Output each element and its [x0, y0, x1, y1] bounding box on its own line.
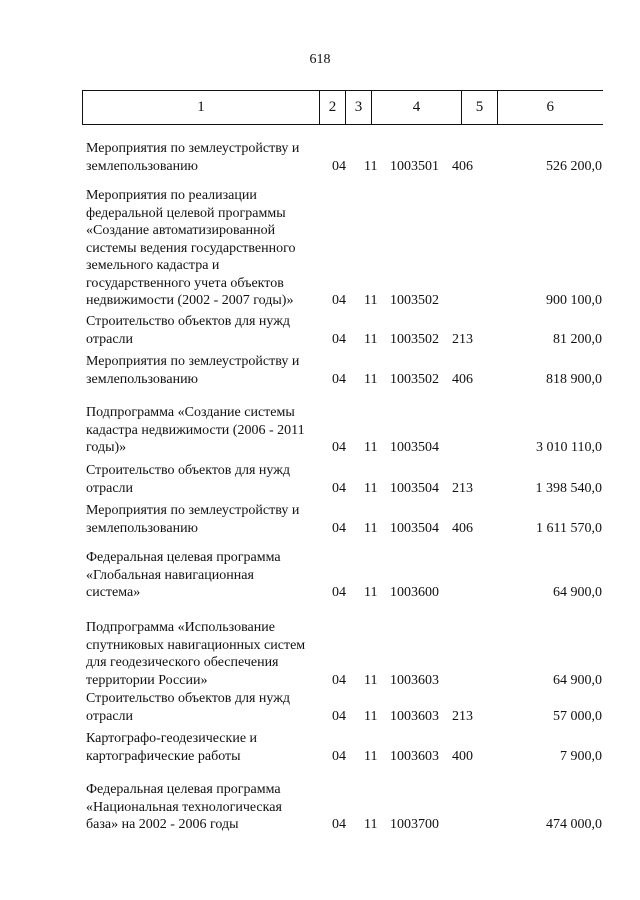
amount-value: 1 398 540,0: [535, 480, 602, 496]
amount-value: 900 100,0: [546, 293, 602, 308]
amount-value: 64 900,0: [553, 672, 602, 688]
row-name-line: отрасли: [86, 480, 134, 496]
row-name-line: землепользованию: [86, 158, 199, 174]
row-name-line: Федеральная целевая программа: [86, 550, 281, 565]
row-name-line: Федеральная целевая программа: [86, 782, 281, 797]
column-header-4: 4: [372, 91, 462, 125]
table-row: [0, 187, 640, 310]
row-name-line: недвижимости (2002 - 2007 годы)»: [86, 293, 294, 308]
row-name-line: Мероприятия по реализации: [86, 188, 257, 203]
row-name-line: «Национальная технологическая: [86, 799, 282, 815]
row-name-line: Мероприятия по землеустройству и: [86, 503, 300, 518]
target-item-code: 1003603: [390, 708, 439, 724]
row-name: [86, 140, 326, 175]
row-name: [86, 313, 326, 348]
section-code: 04: [332, 371, 346, 387]
column-header-1: 1: [83, 91, 320, 125]
target-item-code: 1003504: [390, 480, 439, 496]
subsection-code: 11: [364, 708, 378, 724]
amount-value: 474 000,0: [546, 817, 602, 832]
amount-value: 64 900,0: [553, 585, 602, 600]
amount-value: 1 611 570,0: [536, 520, 602, 536]
row-name-line: «Глобальная навигационная: [86, 567, 254, 583]
amount-value: 81 200,0: [553, 331, 602, 347]
table-row: [0, 140, 640, 175]
row-name-line: государственного учета объектов: [86, 275, 284, 291]
row-name-line: картографические работы: [86, 748, 241, 764]
table-row: [0, 502, 640, 537]
row-name-line: отрасли: [86, 708, 134, 724]
amount-value: 3 010 110,0: [536, 440, 602, 455]
target-item-code: 1003504: [390, 440, 439, 455]
row-name-line: Подпрограмма «Использование: [86, 620, 275, 635]
row-name-line: Строительство объектов для нужд: [86, 691, 291, 706]
section-code: 04: [332, 748, 346, 764]
target-item-code: 1003504: [390, 520, 439, 536]
row-name-line: территории России»: [86, 672, 208, 688]
table-row: [0, 781, 640, 834]
row-name-line: земельного кадастра и: [86, 258, 220, 273]
table-row: [0, 549, 640, 602]
subsection-code: 11: [364, 440, 378, 455]
subsection-code: 11: [364, 331, 378, 347]
section-code: 04: [332, 293, 346, 308]
row-name-line: база» на 2002 - 2006 годы: [86, 817, 239, 832]
expense-type-code: 213: [452, 708, 473, 724]
row-name-line: Подпрограмма «Создание системы: [86, 405, 295, 420]
table-row: [0, 353, 640, 388]
expense-type-code: 406: [452, 371, 473, 387]
section-code: 04: [332, 585, 346, 600]
table-row: [0, 619, 640, 689]
section-code: 04: [332, 672, 346, 688]
subsection-code: 11: [364, 293, 378, 308]
expense-type-code: 400: [452, 748, 473, 764]
subsection-code: 11: [364, 672, 378, 688]
row-name: [86, 462, 326, 497]
row-name: [86, 619, 326, 689]
subsection-code: 11: [364, 585, 378, 600]
subsection-code: 11: [364, 158, 378, 174]
amount-value: 57 000,0: [553, 708, 602, 724]
column-header-5: 5: [462, 91, 498, 125]
row-name-line: кадастра недвижимости (2006 - 2011: [86, 422, 305, 438]
target-item-code: 1003600: [390, 585, 439, 600]
row-name-line: Картографо-геодезические и: [86, 731, 258, 746]
row-name: [86, 353, 326, 388]
column-header-2: 2: [320, 91, 346, 125]
row-name-line: для геодезического обеспечения: [86, 655, 279, 670]
column-header-3: 3: [346, 91, 372, 125]
target-item-code: 1003603: [390, 748, 439, 764]
amount-value: 7 900,0: [560, 748, 602, 764]
subsection-code: 11: [364, 817, 378, 832]
row-name-line: спутниковых навигационных систем: [86, 637, 306, 653]
amount-value: 818 900,0: [546, 371, 602, 387]
column-header-6: 6: [498, 91, 603, 125]
row-name: [86, 404, 326, 457]
row-name-line: отрасли: [86, 331, 134, 347]
row-name: [86, 690, 326, 725]
table-row: [0, 462, 640, 497]
subsection-code: 11: [364, 480, 378, 496]
row-name-line: годы)»: [86, 440, 127, 455]
target-item-code: 1003603: [390, 672, 439, 688]
row-name-line: Строительство объектов для нужд: [86, 463, 291, 478]
section-code: 04: [332, 708, 346, 724]
table-row: [0, 690, 640, 725]
section-code: 04: [332, 817, 346, 832]
target-item-code: 1003502: [390, 293, 439, 308]
row-name: [86, 781, 326, 834]
page-number: 618: [309, 52, 331, 67]
target-item-code: 1003700: [390, 817, 439, 832]
row-name-line: Мероприятия по землеустройству и: [86, 354, 300, 369]
target-item-code: 1003502: [390, 331, 439, 347]
table-row: [0, 404, 640, 457]
subsection-code: 11: [364, 371, 378, 387]
row-name-line: системы ведения государственного: [86, 240, 296, 256]
row-name-line: Мероприятия по землеустройству и: [86, 141, 300, 156]
subsection-code: 11: [364, 520, 378, 536]
expense-type-code: 406: [452, 520, 473, 536]
target-item-code: 1003502: [390, 371, 439, 387]
table-row: [0, 313, 640, 348]
target-item-code: 1003501: [390, 158, 439, 174]
row-name: [86, 549, 326, 602]
row-name-line: «Создание автоматизированной: [86, 223, 276, 238]
row-name-line: землепользованию: [86, 520, 199, 536]
row-name: [86, 502, 326, 537]
row-name-line: землепользованию: [86, 371, 199, 387]
table-row: [0, 730, 640, 765]
expense-type-code: 406: [452, 158, 473, 174]
section-code: 04: [332, 331, 346, 347]
row-name: [86, 187, 326, 310]
expense-type-code: 213: [452, 331, 473, 347]
row-name-line: федеральной целевой программы: [86, 205, 286, 221]
section-code: 04: [332, 158, 346, 174]
amount-value: 526 200,0: [546, 158, 602, 174]
row-name-line: система»: [86, 585, 141, 600]
row-name-line: Строительство объектов для нужд: [86, 314, 291, 329]
section-code: 04: [332, 520, 346, 536]
expense-type-code: 213: [452, 480, 473, 496]
section-code: 04: [332, 480, 346, 496]
section-code: 04: [332, 440, 346, 455]
subsection-code: 11: [364, 748, 378, 764]
row-name: [86, 730, 326, 765]
